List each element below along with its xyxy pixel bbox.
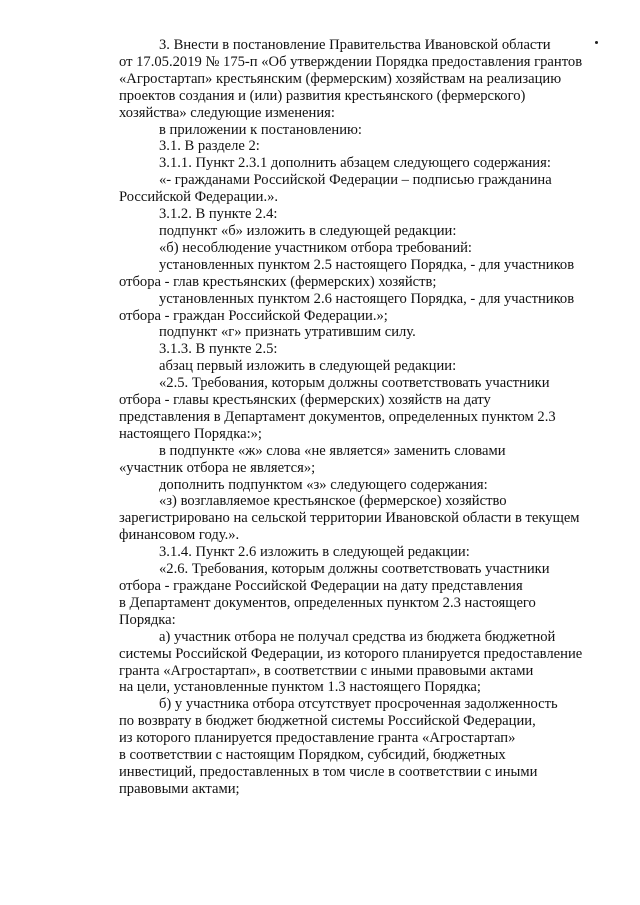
paragraph-b-no-debt: б) у участника отбора отсутствует просроченная задолженность по возврату в бюджет бюджетной системы Российской Федерации, из которого планируется предоставление гранта «Агростартап» в соответствии с настоящим Порядком, субсидий, бюджетных инвестиций, предоставленных в том числе в соответствии с иными правовыми актами; bbox=[119, 696, 558, 797]
paragraph-b-noncompliance: «б) несоблюдение участником отбора требований: bbox=[159, 239, 472, 256]
paragraph-point-2-6-citizens: установленных пунктом 2.6 настоящего Порядка, - для участников отбора - граждан Российской Федерации.»; bbox=[119, 290, 575, 324]
paragraph-point-2-5-heads: установленных пунктом 2.5 настоящего Порядка, - для участников отбора - глав крестьянских (фермерских) хозяйств; bbox=[119, 256, 575, 290]
paragraph-3-1-2: 3.1.2. В пункте 2.4: bbox=[159, 206, 278, 223]
scan-mark-dot bbox=[595, 41, 598, 44]
paragraph-first-abzac: абзац первый изложить в следующей редакции: bbox=[159, 358, 457, 375]
paragraph-2-6-requirements: «2.6. Требования, которым должны соответствовать участники отбора - граждане Российской Федерации на дату представления в Департамент документов, определенных пунктом 2.3 настоящего Порядка: bbox=[119, 561, 550, 628]
paragraph-3-1: 3.1. В разделе 2: bbox=[159, 138, 260, 155]
paragraph-3-1-4: 3.1.4. Пункт 2.6 изложить в следующей редакции: bbox=[159, 544, 470, 561]
paragraph-add-subpoint-z: дополнить подпунктом «з» следующего содержания: bbox=[159, 476, 488, 493]
paragraph-z-farm: «з) возглавляемое крестьянское (фермерское) хозяйство зарегистрировано на сельской территории Ивановской области в текущем финансовом году.». bbox=[119, 493, 580, 544]
paragraph-item-3: 3. Внести в постановление Правительства Ивановской области от 17.05.2019 № 175-п «Об утверждении Порядка предоставления грантов «Агростартап» крестьянским (фермерским) хозяйствам на реализацию проектов создания и (или) развития крестьянского (фермерского) хозяйства» следующие изменения: bbox=[119, 37, 583, 121]
paragraph-appendix: в приложении к постановлению: bbox=[159, 121, 362, 138]
paragraph-subpoint-zh: в подпункте «ж» слова «не является» заменить словами «участник отбора не является»; bbox=[119, 442, 506, 476]
paragraph-subpoint-b: подпункт «б» изложить в следующей редакции: bbox=[159, 222, 457, 239]
paragraph-3-1-3: 3.1.3. В пункте 2.5: bbox=[159, 341, 278, 358]
paragraph-a-no-funds: а) участник отбора не получал средства из бюджета бюджетной системы Российской Федерации, из которого планируется предоставление гранта «Агростартап», в соответствии с иными правовыми актами на цели, установленные пунктом 1.3 настоящего Порядка; bbox=[119, 628, 583, 696]
paragraph-3-1-1: 3.1.1. Пункт 2.3.1 дополнить абзацем следующего содержания: bbox=[159, 155, 551, 172]
paragraph-subpoint-g: подпункт «г» признать утратившим силу. bbox=[159, 324, 416, 341]
document-body bbox=[119, 37, 586, 798]
paragraph-citizens-signature: «- гражданами Российской Федерации – подписью гражданина Российской Федерации.». bbox=[119, 172, 552, 206]
paragraph-2-5-requirements: «2.5. Требования, которым должны соответствовать участники отбора - главы крестьянских (фермерских) хозяйств на дату представления в Департамент документов, определенных пунктом 2.3 настоящего Порядка:»; bbox=[119, 375, 556, 442]
